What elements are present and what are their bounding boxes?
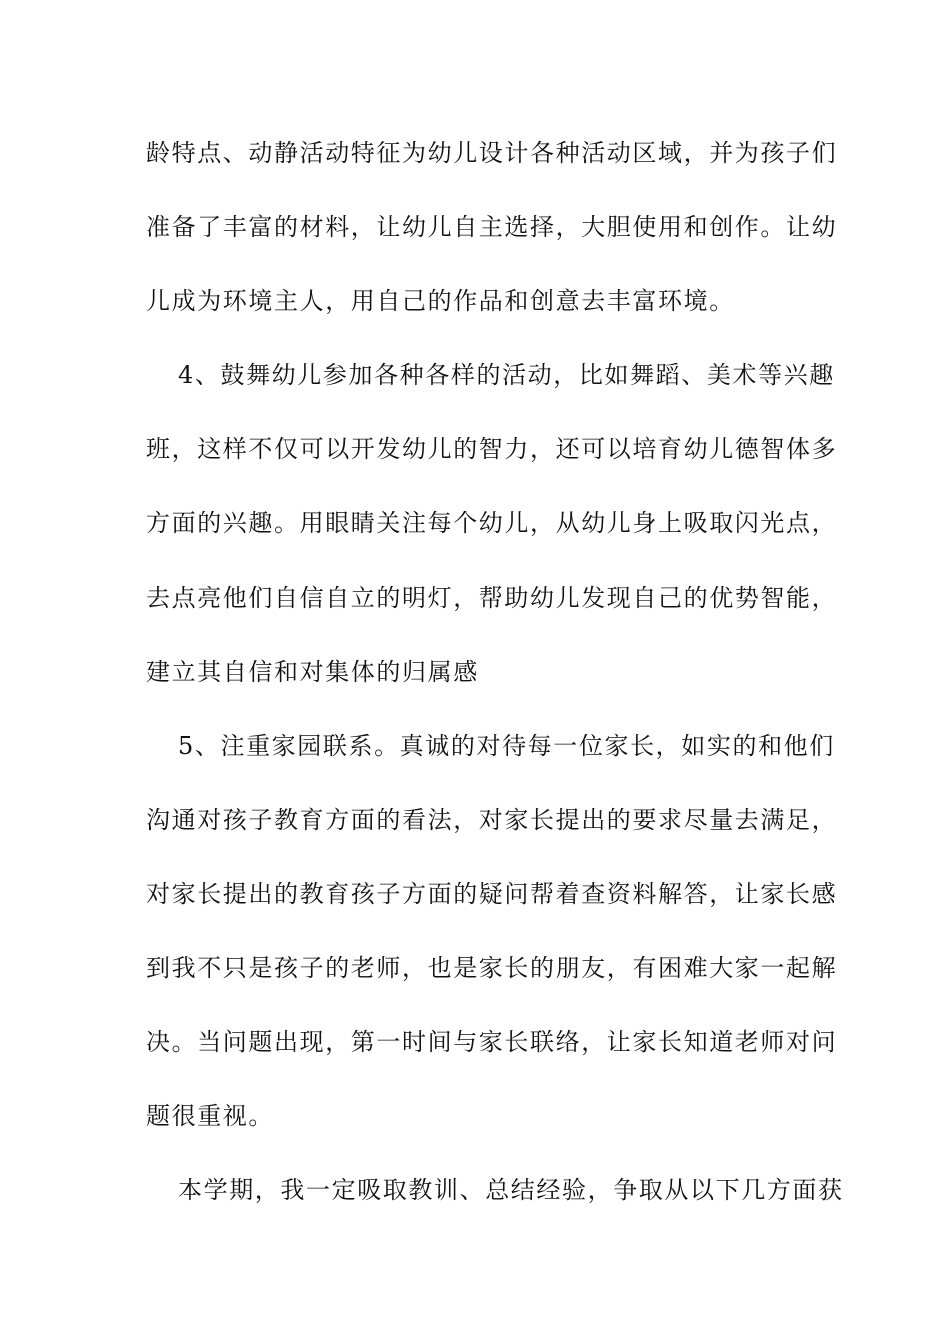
text-line: 决。当问题出现，第一时间与家长联络，让家长知道老师对问 <box>146 1028 838 1056</box>
text-line: 班，这样不仅可以开发幼儿的智力，还可以培育幼儿德智体多 <box>146 435 838 463</box>
paragraph-start-line: 4、鼓舞幼儿参加各种各样的活动，比如舞蹈、美术等兴趣 <box>178 361 835 389</box>
text-line: 去点亮他们自信自立的明灯，帮助幼儿发现自己的优势智能， <box>146 584 838 612</box>
text-line: 到我不只是孩子的老师，也是家长的朋友，有困难大家一起解 <box>146 954 838 982</box>
text-line: 儿成为环境主人，用自己的作品和创意去丰富环境。 <box>146 287 735 315</box>
text-line: 建立其自信和对集体的归属感 <box>146 658 479 686</box>
text-line: 龄特点、动静活动特征为幼儿设计各种活动区域，并为孩子们 <box>146 139 838 167</box>
text-line: 题很重视。 <box>146 1102 274 1130</box>
text-line: 方面的兴趣。用眼睛关注每个幼儿，从幼儿身上吸取闪光点， <box>146 509 838 537</box>
text-line: 对家长提出的教育孩子方面的疑问帮着查资料解答，让家长感 <box>146 880 838 908</box>
paragraph-start-line: 5、注重家园联系。真诚的对待每一位家长，如实的和他们 <box>178 732 835 760</box>
text-line: 沟通对孩子教育方面的看法，对家长提出的要求尽量去满足， <box>146 806 838 834</box>
text-line: 准备了丰富的材料，让幼儿自主选择，大胆使用和创作。让幼 <box>146 213 838 241</box>
paragraph-start-line: 本学期，我一定吸取教训、总结经验，争取从以下几方面获 <box>178 1176 844 1204</box>
